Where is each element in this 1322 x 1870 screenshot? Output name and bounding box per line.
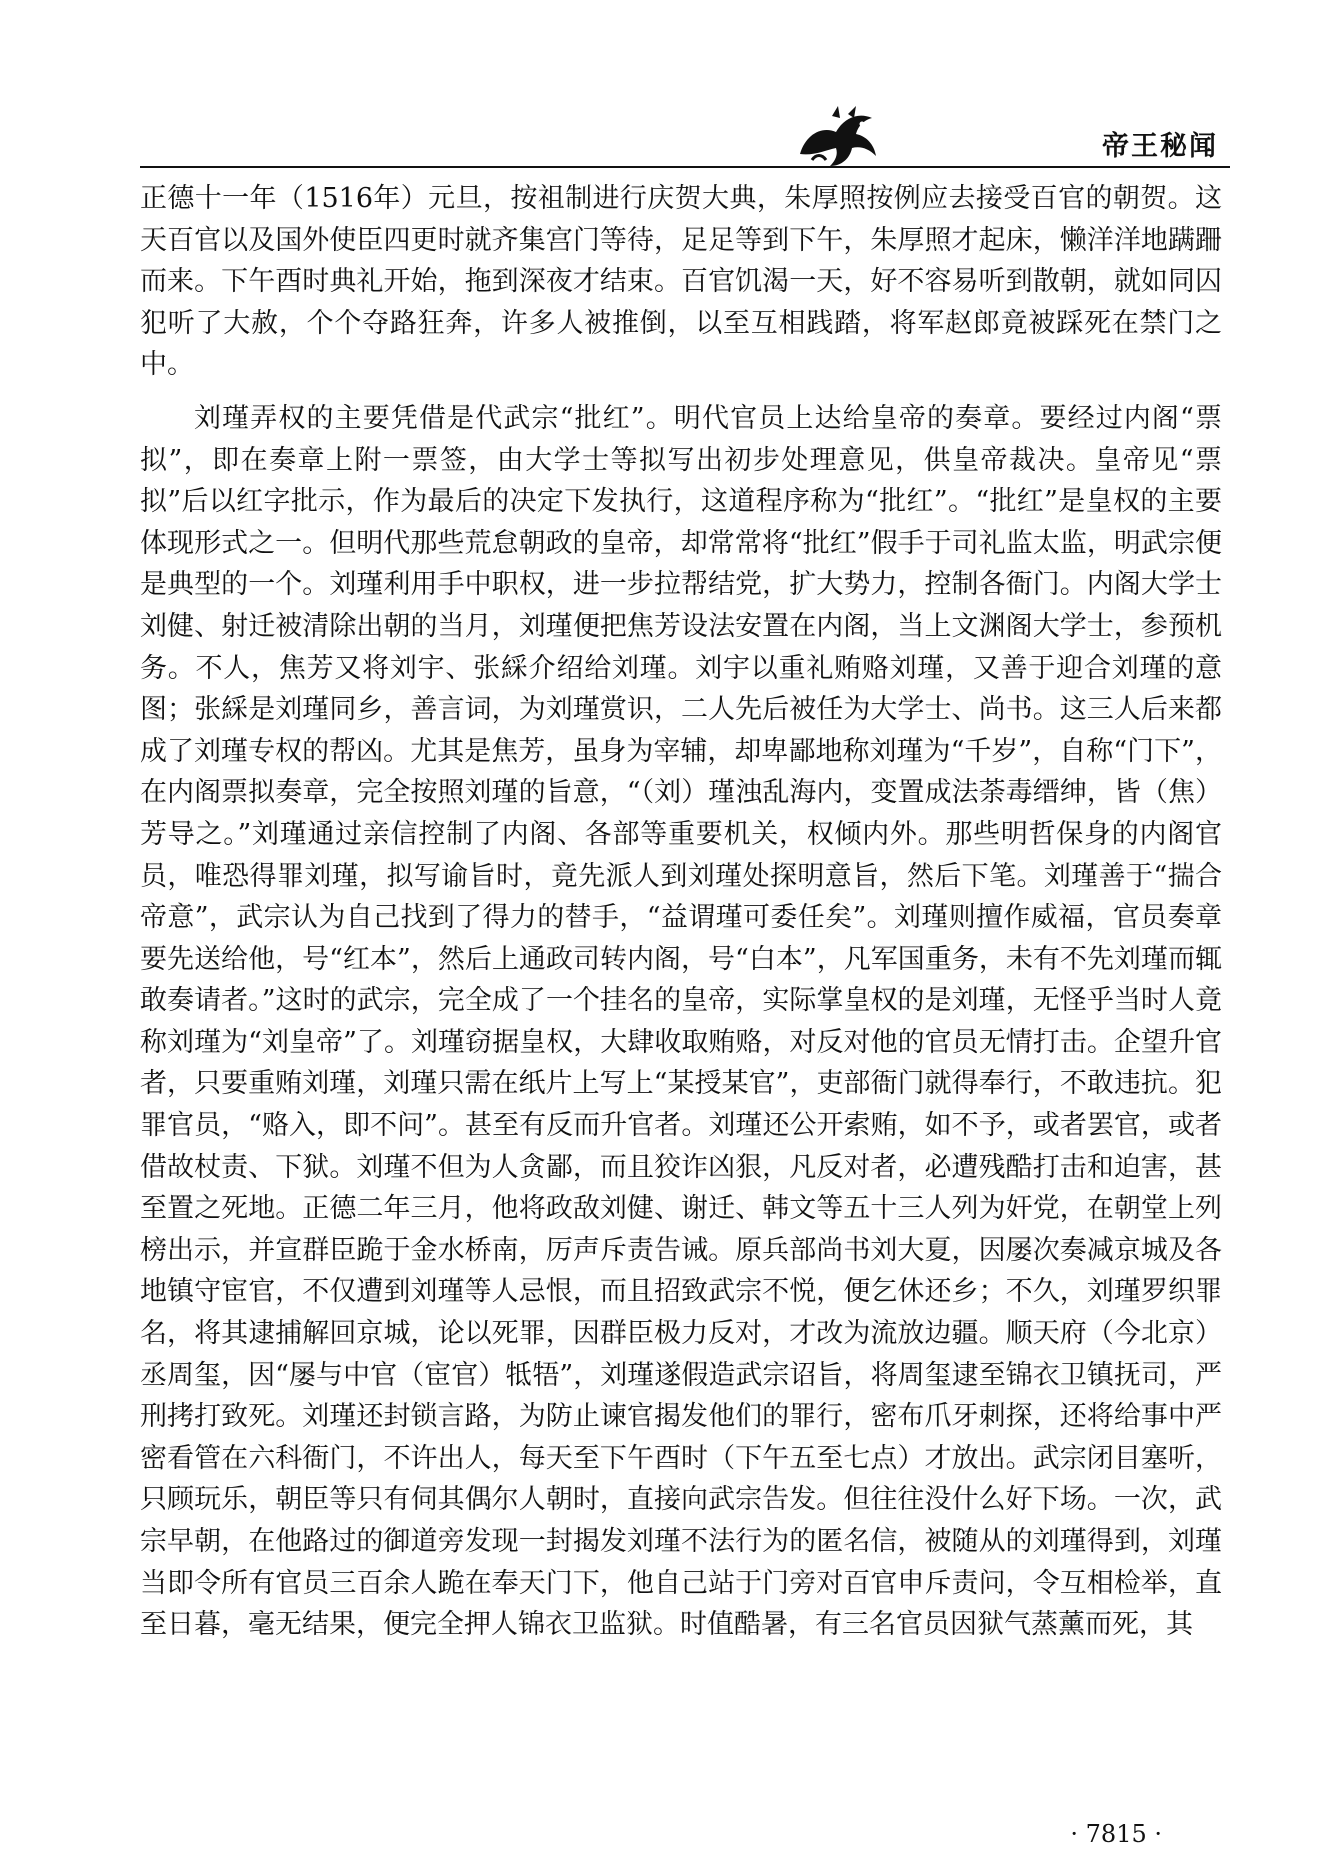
dragon-icon bbox=[792, 104, 884, 170]
paragraph-1: 正德十一年（1516年）元旦，按祖制进行庆贺大典，朱厚照按例应去接受百官的朝贺。这天百官以及国外使臣四更时就齐集宫门等待，足足等到下午，朱厚照才起床，懒洋洋地蹒跚而来。下午酉时典礼开始，拖到深夜才结束。百官饥渴一天，好不容易听到散朝，就如同囚犯听了大赦，个个夺路狂奔，许多人被推倒，以至互相践踏，将军赵郎竟被踩死在禁门之中。 bbox=[140, 183, 1222, 381]
page-number: · 7815 · bbox=[1070, 1820, 1162, 1848]
page-header bbox=[140, 96, 1230, 166]
header-rule bbox=[140, 166, 1230, 168]
paragraph-2: 刘瑾弄权的主要凭借是代武宗“批红”。明代官员上达给皇帝的奏章。要经过内阁“票拟”，即在奏章上附一票签，由大学士等拟写出初步处理意见，供皇帝裁决。皇帝见“票拟”后以红字批示，作为最后的决定下发执行，这道程序称为“批红”。“批红”是皇权的主要体现形式之一。但明代那些荒怠朝政的皇帝，却常常将“批红”假手于司礼监太监，明武宗便是典型的一个。刘瑾利用手中职权，进一步拉帮结党，扩大势力，控制各衙门。内阁大学士刘健、射迁被清除出朝的当月，刘瑾便把焦芳设法安置在内阁，当上文渊阁大学士，参预机务。不人，焦芳又将刘宇、张綵介绍给刘瑾。刘宇以重礼贿赂刘瑾，又善于迎合刘瑾的意图；张綵是刘瑾同乡，善言词，为刘瑾赏识，二人先后被任为大学士、尚书。这三人后来都成了刘瑾专权的帮凶。尤其是焦芳，虽身为宰辅，却卑鄙地称刘瑾为“千岁”，自称“门下”，在内阁票拟奏章，完全按照刘瑾的旨意，“（刘）瑾浊乱海内，变置成法荼毒缙绅，皆（焦）芳导之。”刘瑾通过亲信控制了内阁、各部等重要机关，权倾内外。那些明哲保身的内阁官员，唯恐得罪刘瑾，拟写谕旨时，竟先派人到刘瑾处探明意旨，然后下笔。刘瑾善于“揣合帝意”，武宗认为自己找到了得力的替手，“益谓瑾可委任矣”。刘瑾则擅作威福，官员奏章要先送给他，号“红本”，然后上通政司转内阁，号“白本”，凡军国重务，未有不先刘瑾而辄敢奏请者。”这时的武宗，完全成了一个挂名的皇帝，实际掌皇权的是刘瑾，无怪乎当时人竟称刘瑾为“刘皇帝”了。刘瑾窃据皇权，大肆收取贿赂，对反对他的官员无情打击。企望升官者，只要重贿刘瑾，刘瑾只需在纸片上写上“某授某官”，吏部衙门就得奉行，不敢违抗。犯罪官员，“赂入，即不问”。甚至有反而升官者。刘瑾还公开索贿，如不予，或者罢官，或者借故杖责、下狱。刘瑾不但为人贪鄙，而且狡诈凶狠，凡反对者，必遭残酷打击和迫害，甚至置之死地。正德二年三月，他将政敌刘健、谢迁、韩文等五十三人列为奸党，在朝堂上列榜出示，并宣群臣跪于金水桥南，厉声斥责告诫。原兵部尚书刘大夏，因屡次奏减京城及各地镇守宦官，不仅遭到刘瑾等人忌恨，而且招致武宗不悦，便乞休还乡；不久，刘瑾罗织罪名，将其逮捕解回京城，论以死罪，因群臣极力反对，才改为流放边疆。顺天府（今北京）丞周玺，因“屡与中官（宦官）牴牾”，刘瑾遂假造武宗诏旨，将周玺逮至锦衣卫镇抚司，严刑拷打致死。刘瑾还封锁言路，为防止谏官揭发他们的罪行，密布爪牙刺探，还将给事中严密看管在六科衙门，不许出人，每天至下午酉时（下午五至七点）才放出。武宗闭目塞听，只顾玩乐，朝臣等只有伺其偶尔人朝时，直接向武宗告发。但往往没什么好下场。一次，武宗早朝，在他路过的御道旁发现一封揭发刘瑾不法行为的匿名信，被随从的刘瑾得到，刘瑾当即令所有官员三百余人跪在奉天门下，他自己站于门旁对百官申斥责问，令互相检举，直至日暮，毫无结果，便完全押人锦衣卫监狱。时值酷暑，有三名官员因狱气蒸薰而死，其 bbox=[140, 402, 1222, 1641]
body-text bbox=[140, 178, 1222, 1658]
header-title: 帝王秘闻 bbox=[1102, 131, 1218, 162]
